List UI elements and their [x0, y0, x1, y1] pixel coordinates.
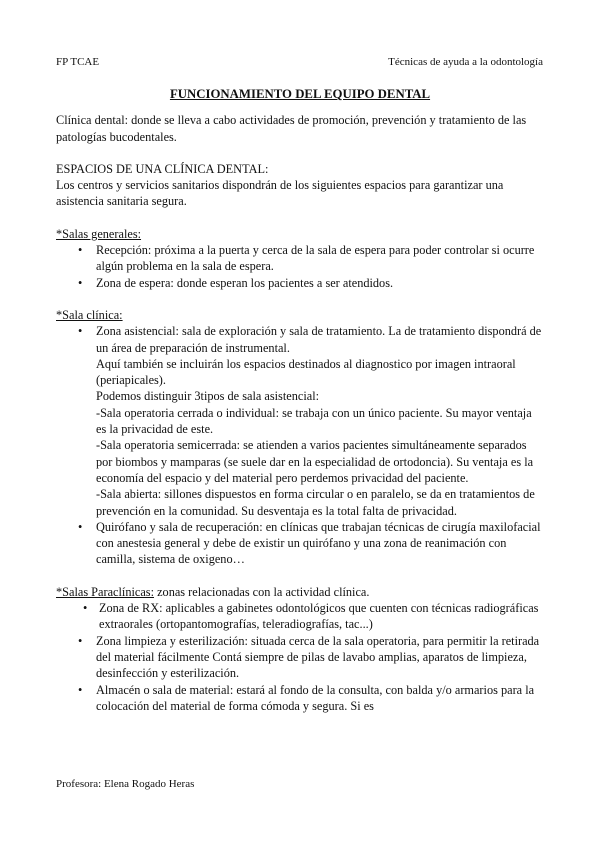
asistencial-distinguir: Podemos distinguir 3tipos de sala asistencial:	[96, 389, 320, 404]
sala-clinica-heading: *Sala clínica:	[56, 307, 123, 322]
list-item: • Recepción: próxima a la puerta y cerca de la sala de espera para poder controlar si ocurre algún problema en la sala de espera.	[56, 242, 544, 275]
header-right: Técnicas de ayuda a la odontología	[388, 56, 543, 68]
document-title: FUNCIONAMIENTO DEL EQUIPO DENTAL	[169, 87, 431, 101]
salas-generales-list	[56, 242, 544, 291]
asistencial-rx: Aquí también se incluirán los espacios destinados al diagnostico por imagen intraoral (periapicales).	[96, 356, 516, 388]
list-item-quirofano: • Quirófano y sala de recuperación: en clínicas que trabajan técnicas de cirugía maxilofacial con anestesia general y debe de existir un quirófano y una zona de reanimación con camilla, sistema de oxigeno…	[56, 519, 544, 568]
asistencial-abierta: -Sala abierta: sillones dispuestos en forma circular o en paralelo, se da en tratamientos de prevención en la comunidad. Su desventaja es la total falta de privacidad.	[96, 487, 535, 518]
footer-author: Profesora: Elena Rogado Heras	[56, 778, 195, 790]
list-item: • Zona limpieza y esterilización: situada cerca de la sala operatoria, para permitir la retirada del material fácilmente Contá siempre de pilas de lavabo amplias, aparatos de limpieza, desinfección y esterilización.	[56, 633, 544, 682]
document-body	[56, 86, 544, 714]
salas-paraclinicas-desc: zonas relacionadas con la actividad clínica.	[154, 584, 370, 599]
intro-paragraph: Clínica dental: donde se lleva a cabo actividades de promoción, prevención y tratamiento de las patologías bucodentales.	[56, 113, 527, 144]
list-item: • Zona de RX: aplicables a gabinetes odontológicos que cuenten con técnicas radiográficas extraorales (ortopantomografías, teleradiografías, tac...)	[56, 600, 544, 633]
list-item-zona-asistencial	[56, 323, 544, 519]
sala-clinica-list	[56, 323, 544, 567]
salas-paraclinicas-label: *Salas Paraclínicas:	[56, 584, 155, 599]
header-left: FP TCAE	[56, 56, 100, 68]
salas-paraclinicas-list	[56, 600, 544, 714]
list-item: • Zona de espera: donde esperan los pacientes a ser atendidos.	[56, 275, 544, 291]
espacios-text: Los centros y servicios sanitarios dispondrán de los siguientes espacios para garantizar una asistencia sanitaria segura.	[56, 178, 504, 209]
asistencial-semicerrada: -Sala operatoria semicerrada: se atienden a varios pacientes simultáneamente separados por biombos y mamparas (se suele dar en la especialidad de ortodoncia). Su ventaja es la economía del espacio y del material pero perdemos privacidad del paciente.	[96, 438, 534, 485]
asistencial-cerrada: -Sala operatoria cerrada o individual: se trabaja con un único paciente. Su mayor ventaja es la privacidad de este.	[96, 405, 532, 437]
salas-paraclinicas-heading	[56, 584, 544, 600]
asistencial-lead: • Zona asistencial: sala de exploración y sala de tratamiento. La de tratamiento dispondrá de un área de preparación de instrumental.	[96, 324, 542, 355]
espacios-heading: ESPACIOS DE UNA CLÍNICA DENTAL:	[56, 161, 269, 176]
salas-generales-heading: *Salas generales:	[56, 226, 142, 241]
list-item: • Almacén o sala de material: estará al fondo de la consulta, con balda y/o armarios para la colocación del material de forma cómoda y segura. Si es	[56, 682, 544, 715]
